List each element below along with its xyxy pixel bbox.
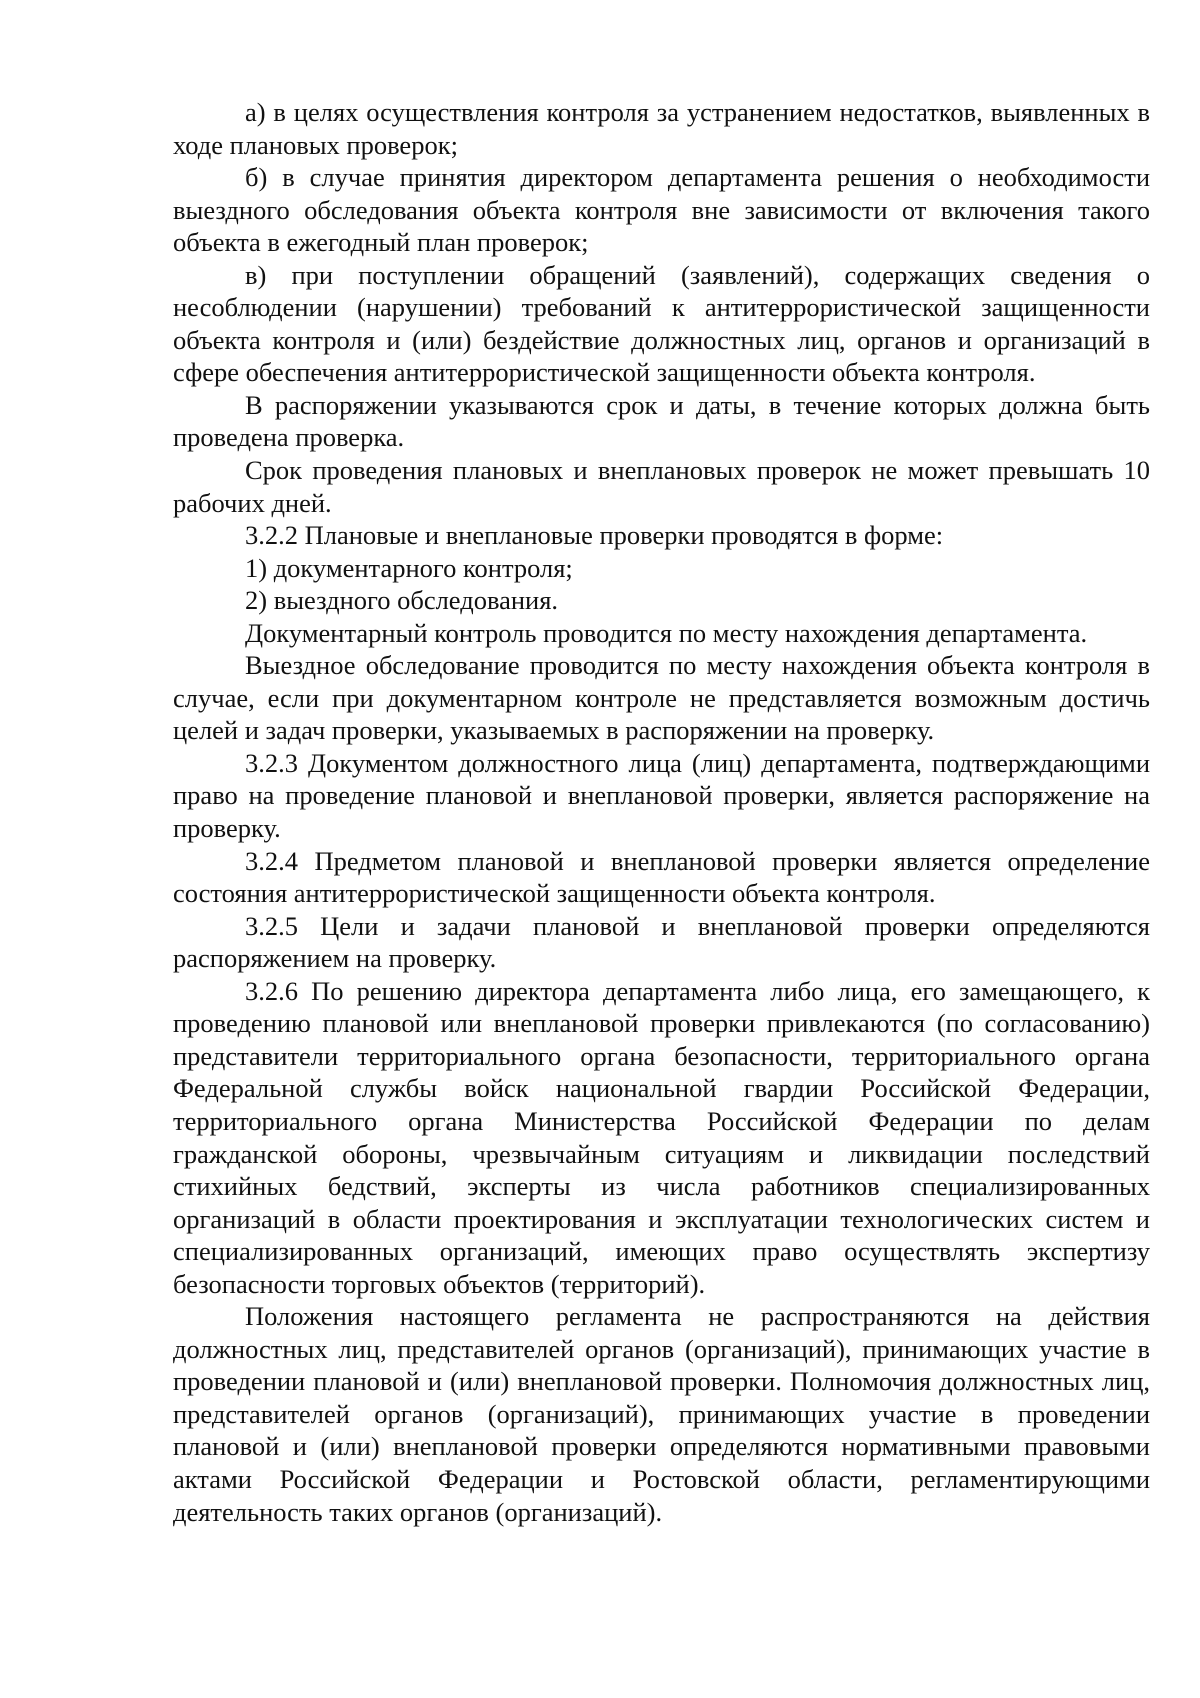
paragraph-3-2-4: 3.2.4 Предметом плановой и внеплановой проверки является определение состояния антитеррористической защищенности объекта контроля. [173, 845, 1150, 909]
paragraph-form-2: 2) выездного обследования. [245, 585, 559, 616]
paragraph-inspection-term: Срок проведения плановых и внеплановых проверок не может превышать 10 рабочих дней. [173, 455, 1150, 518]
document-body [173, 96, 1150, 1528]
paragraph-3-2-5: 3.2.5 Цели и задачи плановой и внеплановой проверки определяются распоряжением на проверку. [173, 910, 1150, 974]
paragraph-item-b: б) в случае принятия директором департамента решения о необходимости выездного обследования объекта контроля вне зависимости от включения такого объекта в ежегодный план проверок; [173, 162, 1150, 258]
paragraph-field-inspection: Выездное обследование проводится по месту нахождения объекта контроля в случае, если при документарном контроле не представляется возможным достичь целей и задач проверки, указываемых в распоряжении на проверку. [173, 650, 1150, 746]
paragraph-item-a: а) в целях осуществления контроля за устранением недостатков, выявленных в ходе плановых проверок; [173, 97, 1150, 160]
paragraph-documentary-control: Документарный контроль проводится по месту нахождения департамента. [245, 617, 1088, 648]
paragraph-item-v: в) при поступлении обращений (заявлений), содержащих сведения о несоблюдении (нарушении) требований к антитеррористической защищенности объекта контроля и (или) бездействие должностных лиц, органов и организаций в сфере обеспечения антитеррористической защищенности объекта контроля. [173, 259, 1150, 388]
paragraph-form-1: 1) документарного контроля; [245, 552, 573, 583]
paragraph-3-2-2: 3.2.2 Плановые и внеплановые проверки проводятся в форме: [245, 520, 944, 551]
paragraph-order-dates: В распоряжении указываются срок и даты, в течение которых должна быть проведена проверка. [173, 389, 1150, 453]
paragraph-3-2-6: 3.2.6 По решению директора департамента либо лица, его замещающего, к проведению плановой или внеплановой проверки привлекаются (по согласованию) представители территориального органа безопасности, территориального органа Федеральной службы войск национальной гвардии Российской Федерации, территориального органа Министерства Российской Федерации по делам гражданской обороны, чрезвычайным ситуациям и ликвидации последствий стихийных бедствий, эксперты из числа работников специализированных организаций в области проектирования и эксплуатации технологических систем и специализированных организаций, имеющих право осуществлять экспертизу безопасности торговых объектов (территорий). [173, 975, 1150, 1299]
paragraph-regulation-scope: Положения настоящего регламента не распространяются на действия должностных лиц, представителей органов (организаций), принимающих участие в проведении плановой и (или) внеплановой проверки. Полномочия должностных лиц, представителей органов (организаций), принимающих участие в проведении плановой и (или) внеплановой проверки определяются нормативными правовыми актами Российской Федерации и Ростовской области, регламентирующими деятельность таких органов (организаций). [173, 1301, 1150, 1527]
paragraph-3-2-3: 3.2.3 Документом должностного лица (лиц) департамента, подтверждающими право на проведение плановой и внеплановой проверки, является распоряжение на проверку. [173, 747, 1150, 844]
